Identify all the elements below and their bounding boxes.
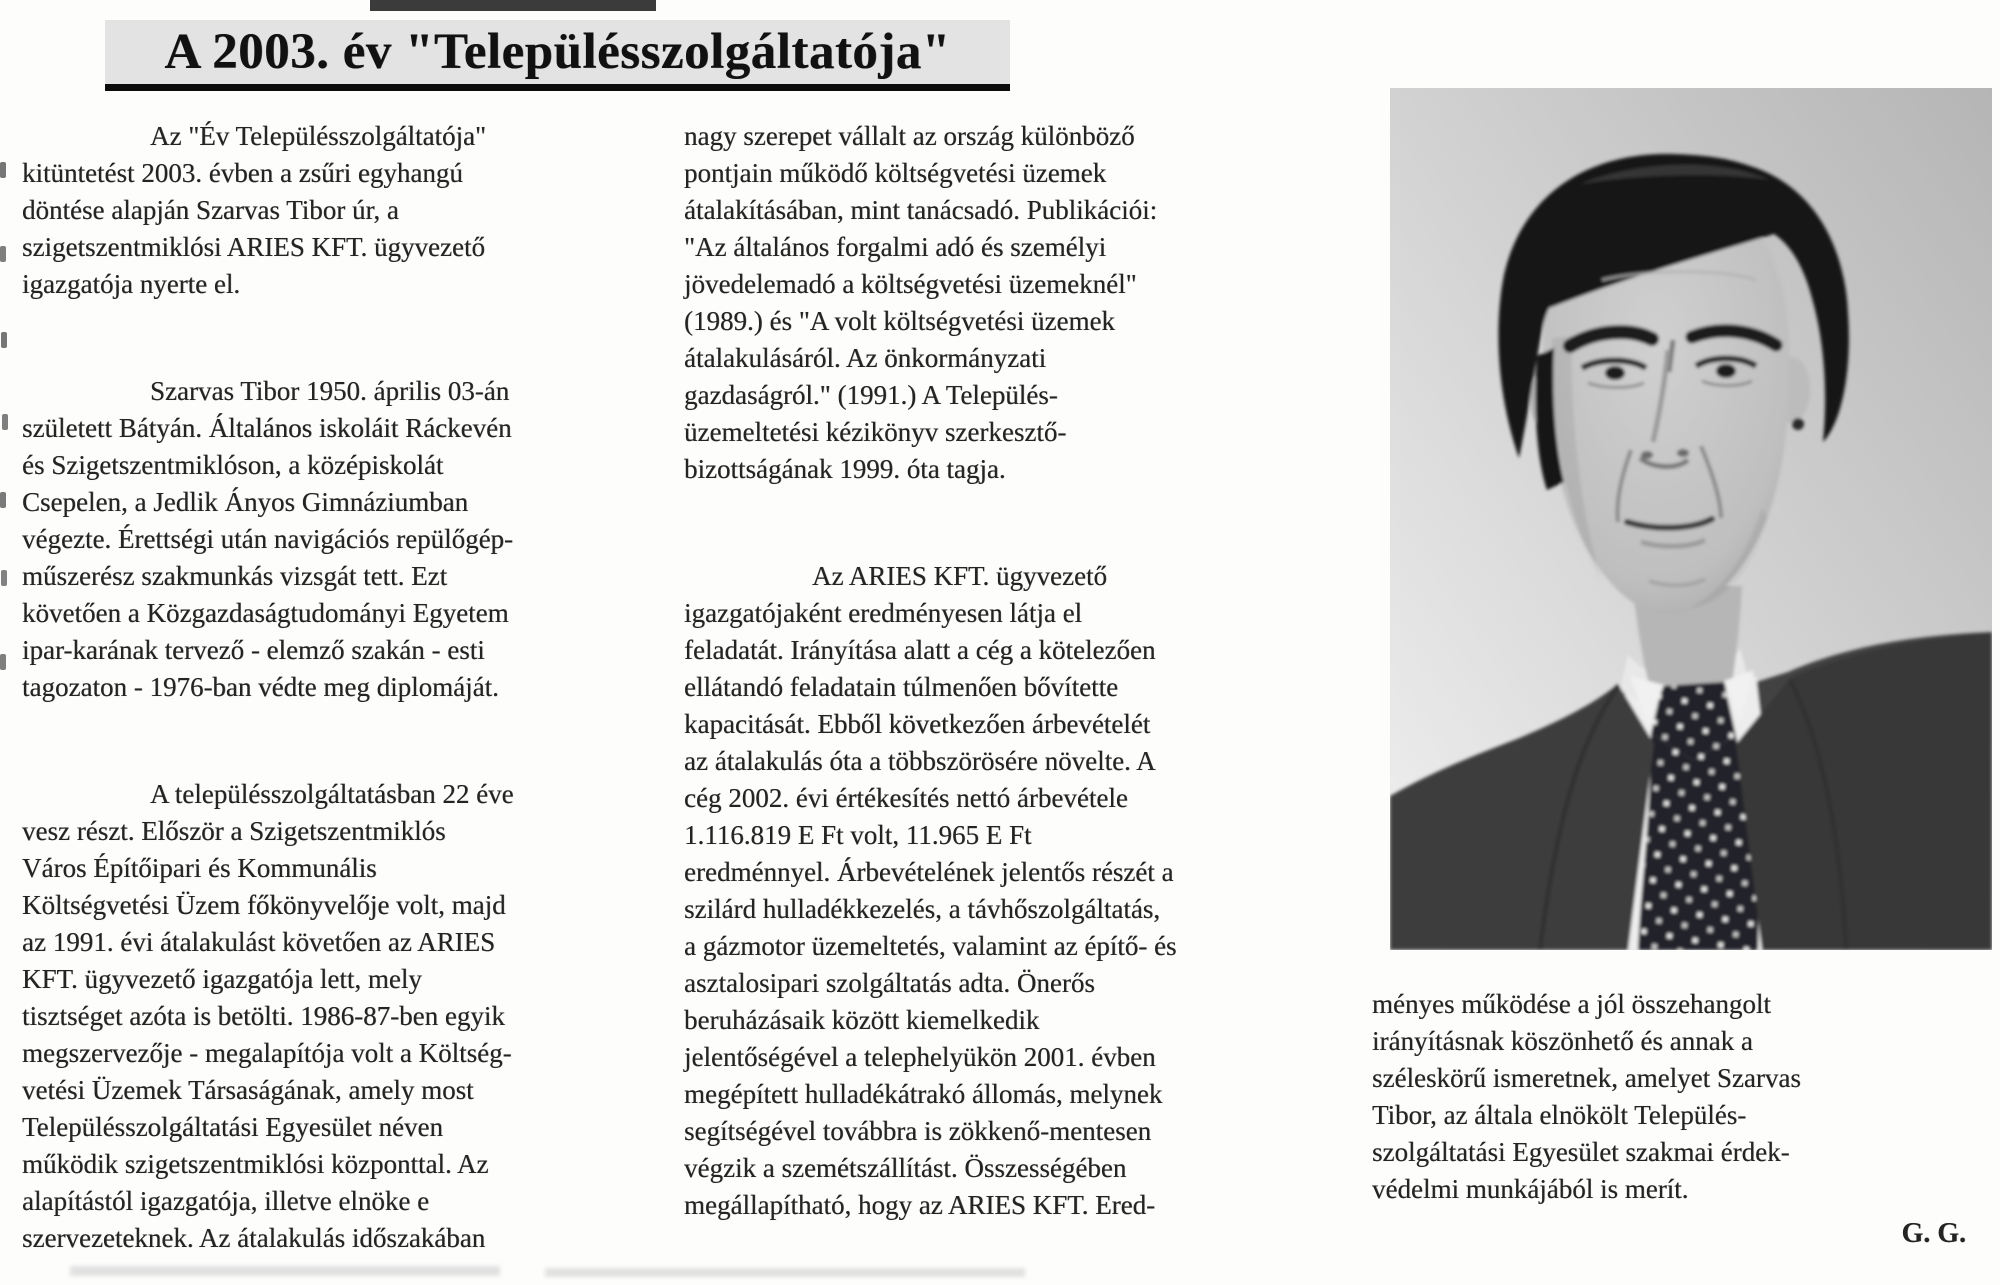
article-line: pontjain működő költségvetési üzemek [684,158,1107,188]
article-line: kapacitását. Ebből következően árbevételét [684,709,1151,739]
text-column-middle [684,118,1284,1224]
article-line: irányításnak köszönhető és annak a [1372,1026,1753,1056]
article-line: igazgatójaként eredményesen látja el [684,598,1083,628]
article-paragraph [22,118,618,303]
article-paragraph [22,776,618,1257]
article-line: asztalosipari szolgáltatás adta. Önerős [684,968,1095,998]
article-line: Településszolgáltatási Egyesület néven [22,1112,443,1142]
author-initials: G. G. [1901,1218,1966,1249]
article-line: beruházásaik között kiemelkedik [684,1005,1040,1035]
article-line: megépített hulladékátrakó állomás, melynek [684,1079,1163,1109]
article-line: az átalakulás óta a többszörösére növelte. A [684,746,1156,776]
article-line: megszervezője - megalapítója volt a Költség- [22,1038,512,1068]
article-line: ipar-karának tervező - elemző szakán - esti [22,635,485,665]
article-line: ellátandó feladatain túlmenően bővítette [684,672,1119,702]
article-line: Az ARIES KFT. ügyvezető [812,561,1107,591]
article-line: megállapítható, hogy az ARIES KFT. Ered- [684,1190,1156,1220]
article-line: szigetszentmiklósi ARIES KFT. ügyvezető [22,232,485,262]
article-line: (1989.) és "A volt költségvetési üzemek [684,306,1115,336]
article-line: 1.116.819 E Ft volt, 11.965 E Ft [684,820,1032,850]
article-line: született Bátyán. Általános iskoláit Ráckevén [22,413,512,443]
article-line: KFT. ügyvezető igazgatója lett, mely [22,964,422,994]
article-line: feladatát. Irányítása alatt a cég a kötelezően [684,635,1156,665]
article-line: Csepelen, a Jedlik Ányos Gimnáziumban [22,487,469,517]
article-line: a gázmotor üzemeltetés, valamint az építő- és [684,931,1177,961]
article-line: Költségvetési Üzem főkönyvelője volt, majd [22,890,506,920]
article-line: A településszolgáltatásban 22 éve [150,779,514,809]
text-column-right [1372,986,1968,1208]
article-line: Az "Év Településszolgáltatója" [150,121,487,151]
article-line: vetési Üzemek Társaságának, amely most [22,1075,474,1105]
portrait-illustration [1390,88,1992,950]
article-line: műszerész szakmunkás vizsgát tett. Ezt [22,561,448,591]
article-paragraph [684,118,1284,488]
article-line: az 1991. évi átalakulást követően az ARIES [22,927,496,957]
article-line: eredménnyel. Árbevételének jelentős részét a [684,857,1174,887]
article-paragraph [684,558,1284,1224]
article-line: nagy szerepet vállalt az ország különböző [684,121,1135,151]
article-paragraph [1372,986,1968,1208]
article-line: igazgatója nyerte el. [22,269,241,299]
article-line: jelentőségével a telephelyükön 2001. évben [684,1042,1156,1072]
article-line: tisztséget azóta is betölti. 1986-87-ben egyik [22,1001,505,1031]
article-title: A 2003. év "Településszolgáltatója" [105,20,1010,91]
article-line: tagozaton - 1976-ban védte meg diplomáját. [22,672,499,702]
article-line: gazdaságról." (1991.) A Település- [684,380,1058,410]
article-line: döntése alapján Szarvas Tibor úr, a [22,195,399,225]
article-line: szilárd hulladékkezelés, a távhőszolgáltatás, [684,894,1161,924]
eye [1716,364,1736,378]
article-line: követően a Közgazdaságtudományi Egyetem [22,598,509,628]
article-line: Város Építőipari és Kommunális [22,853,377,883]
article-line: átalakulásáról. Az önkormányzati [684,343,1047,373]
article-line: kitüntetést 2003. évben a zsűri egyhangú [22,158,463,188]
article-line: szervezeteknek. Az átalakulás időszakában [22,1223,486,1253]
scan-artifact-bar [370,0,656,11]
article-line: "Az általános forgalmi adó és személyi [684,232,1107,262]
article-line: végezte. Érettségi után navigációs repülőgép- [22,524,514,554]
article-line: Tibor, az általa elnökölt Település- [1372,1100,1747,1130]
article-line: alapítástól igazgatója, illetve elnöke e [22,1186,430,1216]
article-line: üzemeltetési kézikönyv szerkesztő- [684,417,1067,447]
portrait-photo [1390,88,1992,950]
scan-edge-specks [0,162,6,178]
article-line: szolgáltatási Egyesület szakmai érdek- [1372,1137,1790,1167]
article-line: Szarvas Tibor 1950. április 03-án [150,376,510,406]
article-line: bizottságának 1999. óta tagja. [684,454,1006,484]
article-line: végzik a szemétszállítást. Összességében [684,1153,1127,1183]
text-column-left [22,118,618,1257]
article-line: széleskörű ismeretnek, amelyet Szarvas [1372,1063,1801,1093]
article-line: vesz részt. Először a Szigetszentmiklós [22,816,446,846]
article-line: védelmi munkájából is merít. [1372,1174,1689,1204]
article-line: jövedelemadó a költségvetési üzemeknél" [684,269,1137,299]
earring [1792,418,1804,430]
scan-smudge [545,1268,1025,1277]
article-line: segítségével továbbra is zökkenő-mentesen [684,1116,1152,1146]
article-line: ményes működése a jól összehangolt [1372,989,1771,1019]
article-line: működik szigetszentmiklósi központtal. Az [22,1149,489,1179]
article-line: cég 2002. évi értékesítés nettó árbevétele [684,783,1128,813]
scan-smudge [70,1266,500,1276]
article-line: és Szigetszentmiklóson, a középiskolát [22,450,444,480]
article-line: átalakításában, mint tanácsadó. Publikációi: [684,195,1158,225]
eye [1605,366,1625,380]
article-paragraph [22,373,618,706]
